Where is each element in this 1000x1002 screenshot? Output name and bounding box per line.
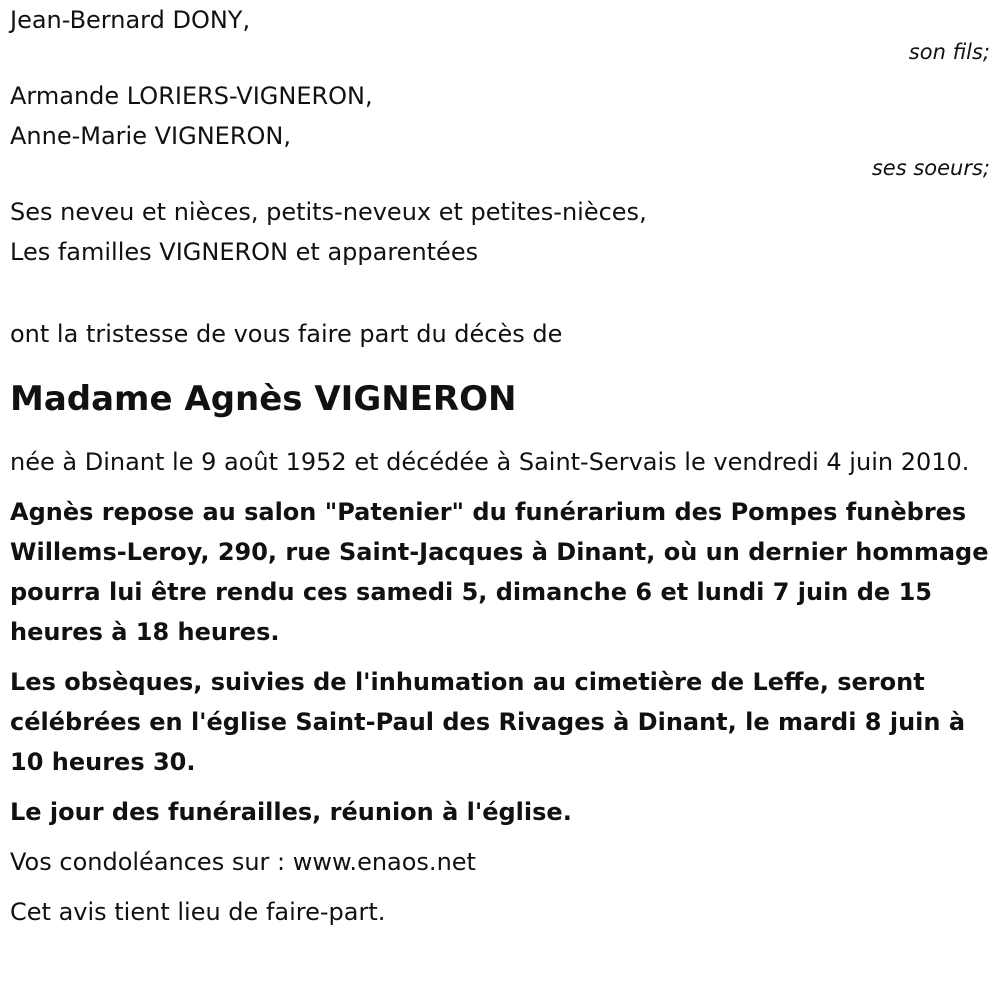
funeral-info: Les obsèques, suivies de l'inhumation au cimetière de Leffe, seront célébrées en l'église Saint-Paul des Rivages à Dinant, le mardi 8 juin à 10 heures 30. — [10, 668, 966, 776]
repose-info: Agnès repose au salon "Patenier" du funérarium des Pompes funèbres Willems-Leroy, 290, rue Saint-Jacques à Dinant, où un dernier hommage pourra lui être rendu ces samedi 5, dimanche 6 et lundi 7 juin de 15 heures à 18 heures. — [10, 498, 989, 646]
condolences-info: Vos condoléances sur : www.enaos.net — [10, 848, 476, 876]
sister-name: Armande LORIERS-VIGNERON, — [10, 82, 373, 110]
announcement-text: ont la tristesse de vous faire part du décès de — [10, 320, 563, 348]
deceased-name: Madame Agnès VIGNERON — [10, 379, 517, 419]
birth-death-info: née à Dinant le 9 août 1952 et décédée à Saint-Servais le vendredi 4 juin 2010. — [10, 448, 970, 476]
sisters-role: ses soeurs; — [871, 156, 990, 180]
sister-name: Anne-Marie VIGNERON, — [10, 122, 291, 150]
meeting-info: Le jour des funérailles, réunion à l'église. — [10, 798, 572, 826]
other-relatives: Ses neveu et nièces, petits-neveux et petites-nièces, — [10, 198, 647, 226]
other-relatives: Les familles VIGNERON et apparentées — [10, 238, 479, 266]
obituary-notice — [10, 0, 990, 932]
son-name: Jean-Bernard DONY, — [10, 6, 251, 34]
son-role: son fils; — [908, 40, 990, 64]
notice-text: Cet avis tient lieu de faire-part. — [10, 898, 386, 926]
